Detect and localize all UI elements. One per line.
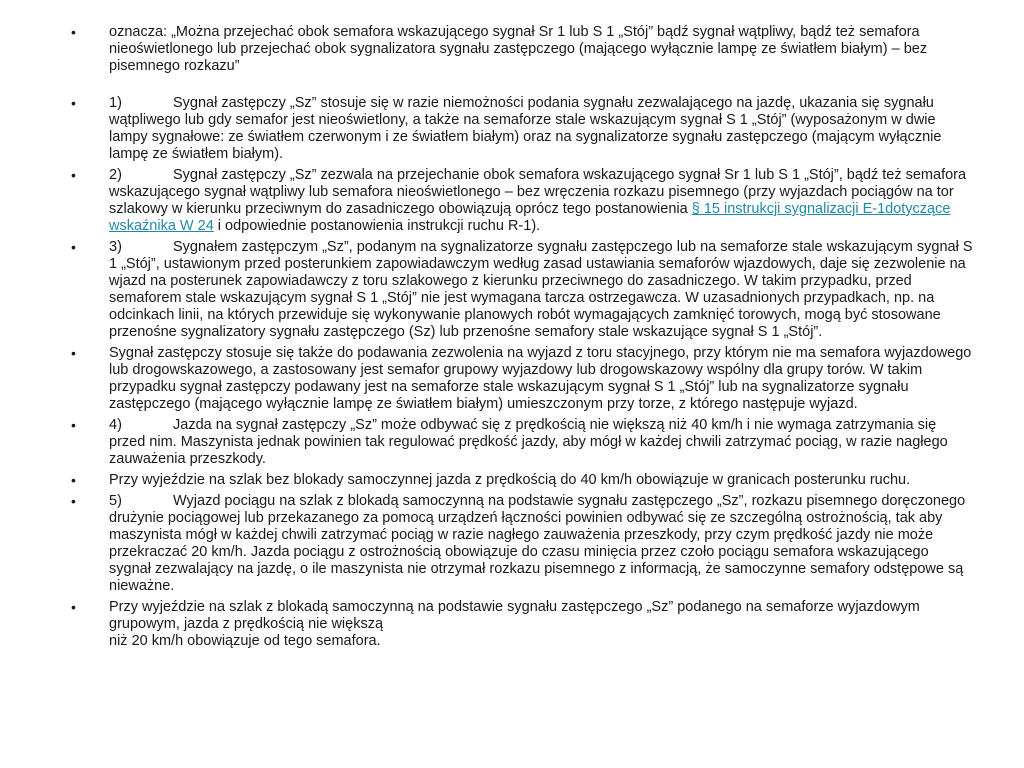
- item-number: 1): [109, 95, 122, 111]
- bullet-icon: •: [71, 345, 76, 361]
- item-text-after-link: i odpowiednie postanowienia instrukcji ruchu R-1).: [213, 218, 541, 234]
- bullet-icon: •: [71, 95, 76, 111]
- item-text: Sygnał zastępczy stosuje się także do podawania zezwolenia na wyjazd z toru stacyjnego, przy którym nie ma semafora wyjazdowego lub drogowskazowego, a zastosowany jest semafor grupowy wyjazdowy lub drogowskazowy wspólny dla grupy torów. W takim przypadku sygnał zastępczy podawany jest na semaforze stale wskazującym sygnał S 1 „Stój” lub na sygnalizatorze sygnału zastępczego (mającego wyłącznie lampę ze światłem białym) umieszczonym przy torze, z którego następuje wyjazd.: [109, 345, 972, 412]
- item-text: Przy wyjeździe na szlak bez blokady samoczynnej jazda z prędkością do 40 km/h obowiązuje w granicach posterunku ruchu.: [109, 472, 911, 488]
- item-text: Jazda na sygnał zastępczy „Sz” może odbywać się z prędkością nie większą niż 40 km/h i nie wymaga zatrzymania się przed nim. Maszynista jednak powinien tak regulować prędkość jazdy, aby mógł w każdej chwili zatrzymać pociąg, w razie nagłego zauważenia przeszkody.: [109, 417, 948, 467]
- list-item: [0, 239, 1024, 341]
- item-text-line-2: niż 20 km/h obowiązuje od tego semafora.: [109, 633, 381, 649]
- list-item: [0, 345, 1024, 413]
- list-item: [0, 95, 1024, 163]
- list-item: [0, 24, 1024, 75]
- bullet-icon: •: [71, 599, 76, 615]
- item-number: 4): [109, 417, 122, 433]
- bullet-icon: •: [71, 417, 76, 433]
- item-number: 3): [109, 239, 122, 255]
- list-item: [0, 167, 1024, 235]
- bullet-icon: •: [71, 493, 76, 509]
- item-text: Sygnałem zastępczym „Sz”, podanym na sygnalizatorze sygnału zastępczego lub na semaforze stale wskazującym sygnał S 1 „Stój”, ustawionym przed posterunkiem zapowiadawczym według zasad ustawiania semaforów wjazdowych, daje się zezwolenie na wjazd na posterunek zapowiadawczy z toru szlakowego z kierunku przeciwnego do zasadniczego. W takim przypadku, przed semaforem stale wskazującym sygnał S 1 „Stój” nie jest wymagana tarcza ostrzegawcza. W uzasadnionych przypadkach, np. na odcinkach linii, na których przewiduje się wykonywanie planowych robót wymagających zamknięć torowych, mogą być stosowane przenośne sygnalizatory sygnału zastępczego (Sz) lub przenośne semafory stale wskazujące sygnał S 1 „Stój”.: [109, 239, 973, 340]
- item-number: 2): [109, 167, 122, 183]
- list-item: [0, 599, 1024, 650]
- list-item: [0, 417, 1024, 468]
- bullet-icon: •: [71, 167, 76, 183]
- bullet-icon: •: [71, 24, 76, 40]
- list-item: [0, 493, 1024, 595]
- list-item: [0, 472, 1024, 489]
- item-number: 5): [109, 493, 122, 509]
- bullet-list: [0, 24, 1024, 654]
- instruction-link[interactable]: § 15 instrukcji sygnalizacji E-1dotyczące wskaźnika W 24: [109, 201, 951, 234]
- bullet-icon: •: [71, 239, 76, 255]
- bullet-icon: •: [71, 472, 76, 488]
- item-text: oznacza: „Można przejechać obok semafora wskazującego sygnał Sr 1 lub S 1 „Stój” bądź sygnał wątpliwy, bądź też semafora nieoświetlonego lub przejechać obok sygnalizatora sygnału zastępczego (mającego wyłącznie lampę ze światłem białym) – bez pisemnego rozkazu”: [109, 24, 928, 74]
- item-text: Wyjazd pociągu na szlak z blokadą samoczynną na podstawie sygnału zastępczego „Sz”, rozkazu pisemnego doręczonego drużynie pociągowej lub przekazanego za pomocą urządzeń łączności powinien odbywać się ze szczególną ostrożnością, tak aby maszynista mógł w każdej chwili zatrzymać pociąg w razie nagłego zauważenia przeszkody, przy czym prędkość jazdy nie może przekraczać 20 km/h. Jazda pociągu z ostrożnością obowiązuje do czasu minięcia przez czoło pociągu semafora wskazującego sygnał zezwalający na jazdę, o ile maszynista nie otrzymał rozkazu pisemnego z informacją, że samoczynne semafory odstępowe są nieważne.: [109, 493, 966, 594]
- item-text-line-1: Przy wyjeździe na szlak z blokadą samoczynną na podstawie sygnału zastępczego „Sz” podanego na semaforze wyjazdowym grupowym, jazda z prędkością nie większą: [109, 599, 920, 632]
- item-text: Sygnał zastępczy „Sz” zezwala na przejechanie obok semafora wskazującego sygnał Sr 1 lub S 1 „Stój”, bądź też semafora wskazującego sygnał wątpliwy lub semafora nieoświetlonego – bez wręczenia rozkazu pisemnego (przy wyjazdach pociągów na tor szlakowy w kierunku przeciwnym do zasadniczego obowiązują oprócz tego postanowienia: [109, 167, 967, 217]
- item-text: Sygnał zastępczy „Sz” stosuje się w razie niemożności podania sygnału zezwalającego na jazdę, ukazania się sygnału wątpliwego lub gdy semafor jest nieoświetlony, a także na semaforze stale wskazującym sygnał S 1 „Stój” (wyposażonym w dwie lampy sygnałowe: ze światłem czerwonym i ze światłem białym) oraz na sygnalizatorze sygnału zastępczego (mającym wyłącznie lampę ze światłem białym).: [109, 95, 942, 162]
